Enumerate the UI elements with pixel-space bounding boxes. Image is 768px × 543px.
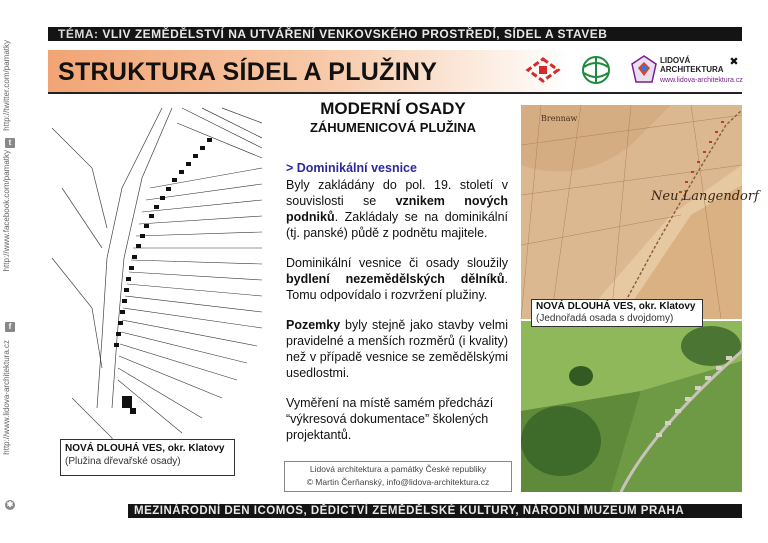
p3-a: Pozemky — [286, 318, 341, 332]
map-label-top: Brennaw — [541, 114, 578, 123]
brand-url[interactable]: www.lidova-architektura.cz — [660, 77, 743, 84]
right-caption-subtitle: (Jednořadá osada s dvojdomy) — [536, 313, 674, 324]
field-strips — [118, 108, 262, 433]
twitter-icon[interactable]: t — [5, 138, 15, 148]
left-caption-subtitle: (Plužina dřevařské osady) — [65, 456, 181, 467]
left-map-caption — [60, 439, 235, 476]
page-title: STRUKTURA SÍDEL A PLUŽINY — [58, 58, 438, 86]
credit-line1: Lidová architektura a památky České republiky — [309, 464, 487, 474]
globe-icon[interactable]: ✱ — [6, 500, 14, 509]
brand-line2: ARCHITEKTURA — [660, 65, 724, 74]
left-caption-title: NOVÁ DLOUHÁ VES, okr. Klatovy — [65, 443, 225, 454]
brand-name — [660, 56, 724, 74]
p2-a: Dominikální vesnice či osady sloužily — [286, 256, 508, 270]
credit-line2: © Martin Čerňanský, info@lidova-architektura.cz — [306, 477, 490, 487]
brand-line1: LIDOVÁ — [660, 56, 691, 65]
map-label-middle: Neu Langendorf — [651, 189, 759, 204]
topic-label: TÉMA: — [58, 27, 99, 41]
section-subheading: ZÁHUMENICOVÁ PLUŽINA — [309, 120, 477, 135]
p2-c: . Tomu odpovídalo i rozvržení plužiny. — [286, 272, 508, 302]
p3-b: byly stejně jako stavby velmi pravidelné a menších rozměrů (i kvality) než v případě vesnice se zemědělskými usedlostmi. — [286, 318, 508, 380]
section-heading: MODERNÍ OSADY — [320, 99, 466, 118]
icomos-logo-icon — [524, 56, 562, 84]
event-text: MEZINÁRODNÍ DEN ICOMOS, DĚDICTVÍ ZEMĚDĚLSKÉ KULTURY, NÁRODNÍ MUZEUM PRAHA — [134, 505, 685, 517]
credit-box — [284, 461, 512, 492]
social-links-strip — [0, 0, 22, 543]
close-icon[interactable]: ✖ — [729, 56, 739, 68]
p2-b: bydlení nezemědělských dělníků — [286, 272, 505, 286]
twitter-link[interactable]: http://twitter.com/pamatky — [2, 40, 11, 131]
lidova-architektura-logo-icon — [630, 54, 658, 84]
body-text — [286, 160, 508, 457]
subsection-heading: > Dominikální vesnice — [286, 161, 417, 175]
topic-value: VLIV ZEMĚDĚLSTVÍ NA UTVÁŘENÍ VENKOVSKÉHO PROSTŘEDÍ, SÍDEL A STAVEB — [102, 27, 608, 41]
right-caption-title: NOVÁ DLOUHÁ VES, okr. Klatovy — [536, 301, 696, 312]
p1-c: . Zakládaly se na dominikální (tj. panské) půdě z podnětu majitele. — [286, 210, 508, 240]
p4: Vyměření na místě samém předchází “výkresová dokumentace” školených projektantů. — [286, 396, 494, 442]
historical-cadastral-map — [521, 105, 759, 319]
facebook-icon[interactable]: f — [5, 322, 15, 332]
p1-a: Byly zakládány do pol. 19. století v souvislosti se — [286, 178, 508, 208]
facebook-link[interactable]: http://www.facebook.com/pamatky — [2, 150, 11, 272]
right-map-caption — [531, 299, 703, 327]
museum-globe-logo-icon — [576, 55, 616, 85]
aerial-photo — [521, 321, 742, 492]
topic-text — [58, 27, 607, 41]
village-field-plan-map — [52, 108, 262, 476]
website-link[interactable]: http://www.lidova-architektura.cz — [2, 340, 11, 455]
p1-b: vznikem nových podniků — [286, 194, 508, 224]
